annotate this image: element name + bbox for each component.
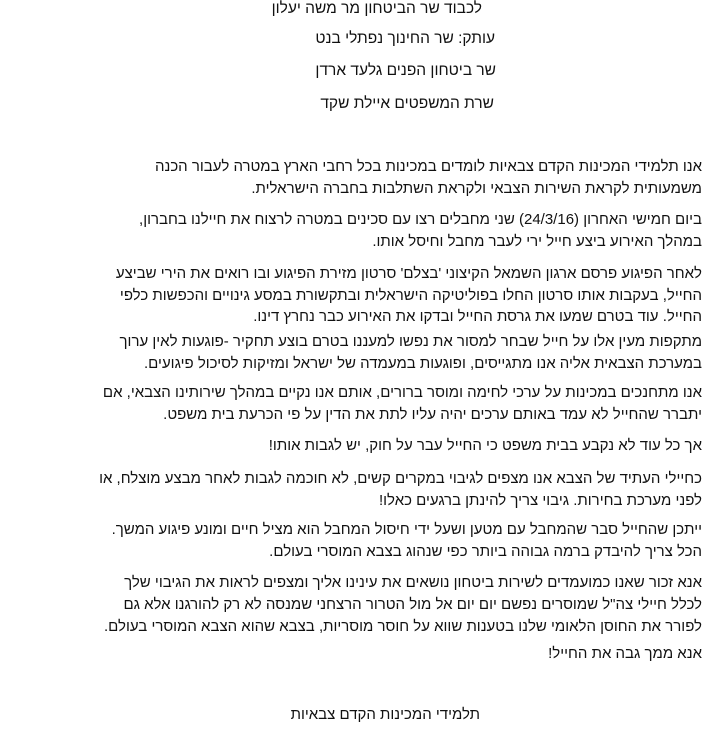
paragraph-4-line-1: מתקפות מעין אלו על חייל שבחר למסור את נפשו למעננו בטרם בוצע תחקיר -פוגעות לאין ערוך [119,333,702,350]
addressee-copy-education-minister: עותק: שר החינוך נפתלי בנט [315,30,495,47]
addressee-justice-minister: שרת המשפטים איילת שקד [320,95,494,112]
addressee-defense-minister: לכבוד שר הביטחון מר משה יעלון [271,0,482,17]
paragraph-3-line-3: החייל. עוד בטרם שמעו את גרסת החייל ובדקו את האירוע כבר נחרץ דינו. [253,308,702,325]
paragraph-6-line-1: אך כל עוד לא נקבע בבית משפט כי החייל עבר על חוק, יש לגבות אותו! [268,437,702,454]
paragraph-5-line-2: יתברר שהחייל לא עמד באותם ערכים יהיה עליו לתת את הדין על פי הכרעת בית משפט. [163,406,702,423]
paragraph-2-line-2: במהלך האירוע ביצע חייל ירי לעבר מחבל וחיסל אותו. [372,233,702,250]
paragraph-8-line-1: ייתכן שהחייל סבר שהמחבל עם מטען ושעל ידי חיסול המחבל הוא מציל חיים ומונע פיגוע המשך. [111,521,702,538]
paragraph-9-line-2: לכלל חיילי צה"ל שמוסרים נפשם יום יום אל מול הטרור הרצחני שמנסה לא רק להורגנו אלא גם [123,596,702,613]
paragraph-3-line-1: לאחר הפיגוע פרסם ארגון השמאל הקיצוני 'בצלם' סרטון מזירת הפיגוע ובו רואים את הירי שביצע [115,265,702,282]
paragraph-7-line-1: כחיילי העתיד של הצבא אנו מצפים לגיבוי במקרים קשים, לא חוכמה לגבות לאחר מבצע מוצלח, או [99,470,702,487]
paragraph-3-line-2: החייל, בעקבות אותו סרטון החלו בפוליטיקה הישראלית ובתקשורת במסע גינויים והכפשות כלפי [119,287,702,304]
paragraph-2-line-1: ביום חמישי האחרון (24/3/16) שני מחבלים רצו עם סכינים במטרה לרצוח את חיילנו בחברון, [139,211,702,228]
paragraph-1-line-1: אנו תלמידי המכינות הקדם צבאיות לומדים במכינות בכל רחבי הארץ במטרה לעבור הכנה [154,158,702,175]
paragraph-7-line-2: לפני מערכת בחירות. גיבוי צריך להינתן ברגעים כאלו! [378,492,702,509]
paragraph-9-line-3: לפורר את החוסן הלאומי שלנו בטענות שווא על חוסר מוסריות, בצבא שהוא הצבא המוסרי בעולם. [103,618,702,635]
paragraph-4-line-2: במערכת הצבאית אליה אנו מתגייסים, ופוגעות במעמדה של ישראל ומזיקות לסיכול פיגועים. [144,355,702,372]
addressee-public-security-minister: שר ביטחון הפנים גלעד ארדן [315,62,496,79]
paragraph-10-line-1: אנא ממך גבה את החייל! [548,645,702,662]
paragraph-9-line-1: אנא זכור שאנו כמועמדים לשירות ביטחון נושאים את עינינו אליך ומצפים לראות את הגיבוי שלך [124,574,702,591]
paragraph-8-line-2: הכל צריך להיבדק ברמה גבוהה ביותר כפי שנהוג בצבא המוסרי בעולם. [269,543,702,560]
paragraph-5-line-1: אנו מתחנכים במכינות על ערכי לחימה ומוסר ברורים, אותם אנו נקיים במהלך שירותינו הצבאי, אם [102,384,702,401]
paragraph-1-line-2: משמעותית לקראת השירות הצבאי ולקראת השתלבות בחברה הישראלית. [251,180,702,197]
signature: תלמידי המכינות הקדם צבאיות [290,706,480,723]
